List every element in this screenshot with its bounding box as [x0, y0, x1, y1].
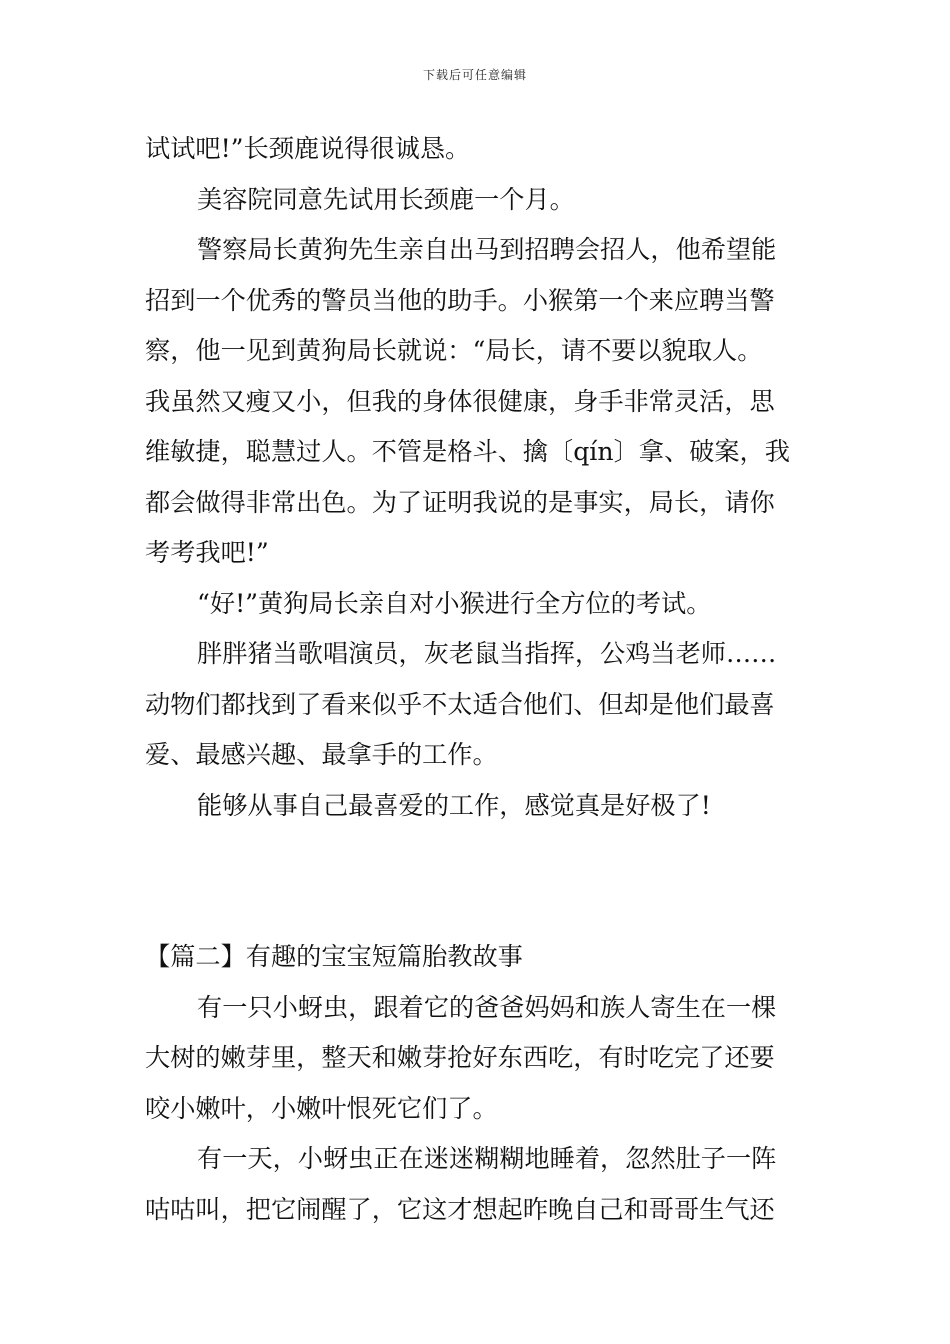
story-section-one — [145, 124, 807, 831]
text-line: “好!”黄狗局长亲自对小猴进行全方位的考试。 — [197, 588, 712, 618]
text-line: 都会做得非常出色。为了证明我说的是事实，局长，请你 — [145, 487, 775, 517]
text-line: 招到一个优秀的警员当他的助手。小猴第一个来应聘当警 — [145, 285, 775, 315]
text-line: 察，他一见到黄狗局长就说：“局长，请不要以貌取人。 — [145, 336, 763, 365]
text-line: 大树的嫩芽里，整天和嫩芽抢好东西吃，有时吃完了还要 — [145, 1043, 775, 1072]
page-header: 下载后可任意编辑 — [422, 68, 527, 82]
text-line: 我虽然又瘦又小，但我的身体很健康，身手非常灵活，思 — [145, 386, 775, 416]
text-line: 胖胖猪当歌唱演员，灰老鼠当指挥，公鸡当老师…… — [197, 639, 777, 668]
text-line: 能够从事自己最喜爱的工作，感觉真是好极了! — [197, 790, 711, 820]
text-line: 维敏捷，聪慧过人。不管是格斗、擒〔qín〕拿、破案，我 — [145, 437, 790, 466]
section-spacer — [145, 831, 807, 932]
section-title: 【篇二】有趣的宝宝短篇胎教故事 — [145, 942, 523, 971]
text-line: 爱、最感兴趣、最拿手的工作。 — [145, 740, 498, 769]
text-line: 美容院同意先试用长颈鹿一个月。 — [197, 184, 575, 214]
document-body — [145, 124, 807, 1235]
text-line: 有一只小蚜虫，跟着它的爸爸妈妈和族人寄生在一棵 — [197, 992, 777, 1022]
text-line: 动物们都找到了看来似乎不太适合他们、但却是他们最喜 — [145, 689, 775, 719]
text-line: 有一天，小蚜虫正在迷迷糊糊地睡着，忽然肚子一阵 — [197, 1144, 777, 1173]
story-section-two — [145, 932, 807, 1235]
text-line: 考考我吧!” — [145, 538, 269, 567]
text-line: 试试吧!”长颈鹿说得很诚恳。 — [145, 134, 471, 163]
text-line: 咬小嫩叶，小嫩叶恨死它们了。 — [145, 1093, 498, 1123]
text-line: 警察局长黄狗先生亲自出马到招聘会招人，他希望能 — [197, 235, 777, 264]
text-line: 咕咕叫，把它闹醒了，它这才想起昨晚自己和哥哥生气还 — [145, 1194, 775, 1224]
